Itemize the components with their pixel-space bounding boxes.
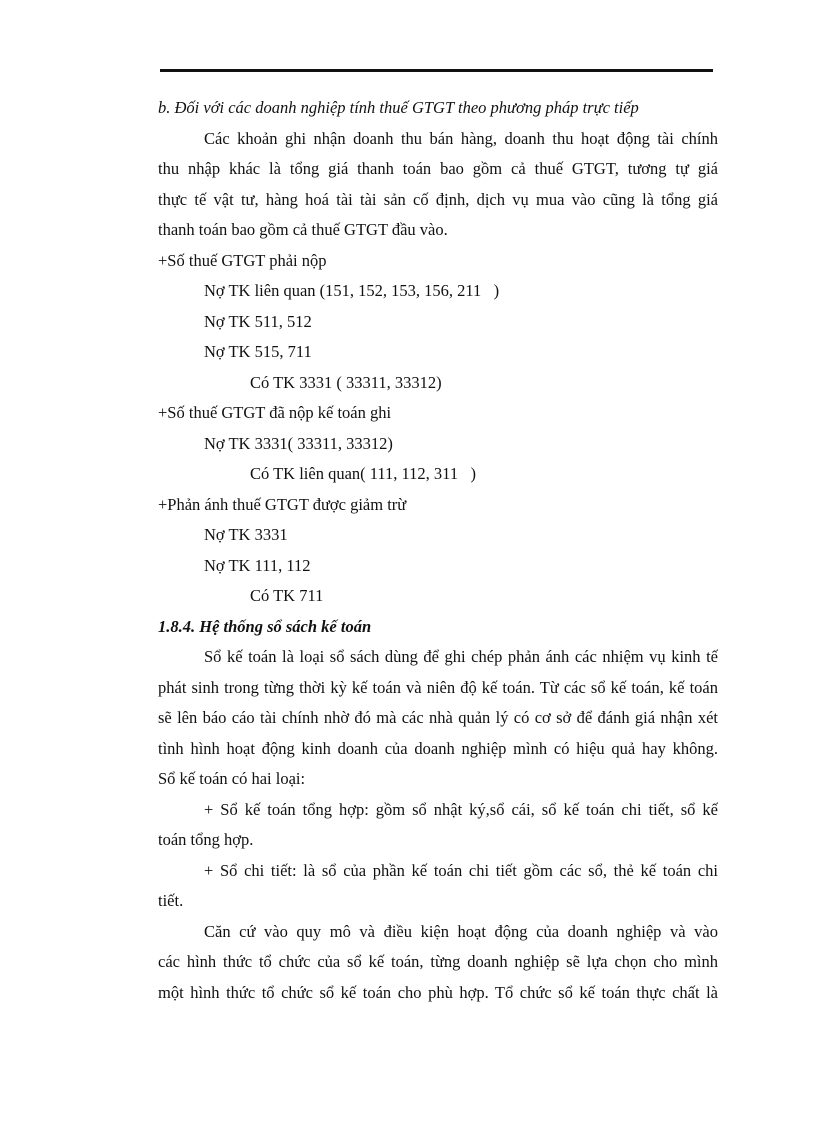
credit-line: Có TK liên quan( 111, 112, 311 ): [250, 464, 476, 483]
section-1-8-4-heading: 1.8.4. Hệ thống sổ sách kế toán: [158, 616, 372, 636]
paragraph-line: phát sinh trong từng thời kỳ kế toán và niên độ kế toán. Từ các sổ kế toán, kế toán: [158, 677, 718, 697]
types-title: Sổ kế toán có hai loại:: [158, 769, 306, 788]
debit-line: Nợ TK 3331: [204, 525, 288, 544]
credit-line: Có TK 3331 ( 33311, 33312): [250, 372, 442, 392]
debit-line: Nợ TK 511, 512: [204, 311, 312, 331]
list-item-continuation: tiết.: [158, 891, 184, 910]
list-item-continuation: toán tổng hợp.: [158, 830, 254, 849]
paragraph-line: thực tế vật tư, hàng hoá tài tài sản cố định, dịch vụ mua vào cũng là tổng giá: [158, 189, 718, 209]
debit-line: Nợ TK 515, 711: [204, 342, 312, 361]
debit-line: Nợ TK 3331( 33311, 33312): [204, 433, 393, 453]
paragraph-line: Các khoản ghi nhận doanh thu bán hàng, doanh thu hoạt động tài chính: [204, 128, 718, 148]
section-b-heading: b. Đối với các doanh nghiệp tính thuế GTGT theo phương pháp trực tiếp: [158, 98, 639, 117]
list-item: + Sổ kế toán tổng hợp: gồm sổ nhật ký,sổ cái, sổ kế toán chi tiết, sổ kế: [204, 799, 718, 819]
page-body: [158, 93, 718, 1008]
entry-title: +Phản ánh thuế GTGT được giảm trừ: [158, 494, 407, 514]
list-item: + Sổ chi tiết: là sổ của phần kế toán chi tiết gồm các sổ, thẻ kế toán chi: [204, 860, 718, 880]
entry-title: +Số thuế GTGT đã nộp kế toán ghi: [158, 403, 392, 422]
paragraph-line: thu nhập khác là tổng giá thanh toán bao gồm cả thuế GTGT, tương tự giá: [158, 159, 718, 178]
paragraph-line: Căn cứ vào quy mô và điều kiện hoạt động của doanh nghiệp và vào: [204, 921, 718, 941]
paragraph-line: một hình thức tổ chức sổ kế toán cho phù hợp. Tổ chức sổ kế toán thực chất là: [158, 982, 718, 1002]
entry-title: +Số thuế GTGT phải nộp: [158, 250, 327, 270]
debit-line: Nợ TK 111, 112: [204, 555, 311, 575]
paragraph-line: thanh toán bao gồm cả thuế GTGT đầu vào.: [158, 220, 448, 239]
paragraph-line: tình hình hoạt động kinh doanh của doanh nghiệp mình có hiệu quả hay không.: [158, 738, 718, 758]
paragraph-line: Sổ kế toán là loại sổ sách dùng để ghi chép phản ánh các nhiệm vụ kinh tế: [204, 647, 718, 666]
credit-line: Có TK 711: [250, 586, 324, 605]
header-rule: [160, 69, 713, 72]
debit-line: Nợ TK liên quan (151, 152, 153, 156, 211 ): [204, 281, 500, 300]
paragraph-line: các hình thức tổ chức của sổ kế toán, từng doanh nghiệp sẽ lựa chọn cho mình: [158, 952, 718, 971]
paragraph-line: sẽ lên báo cáo tài chính nhờ đó mà các nhà quản lý có cơ sở để đánh giá nhận xét: [158, 708, 718, 727]
